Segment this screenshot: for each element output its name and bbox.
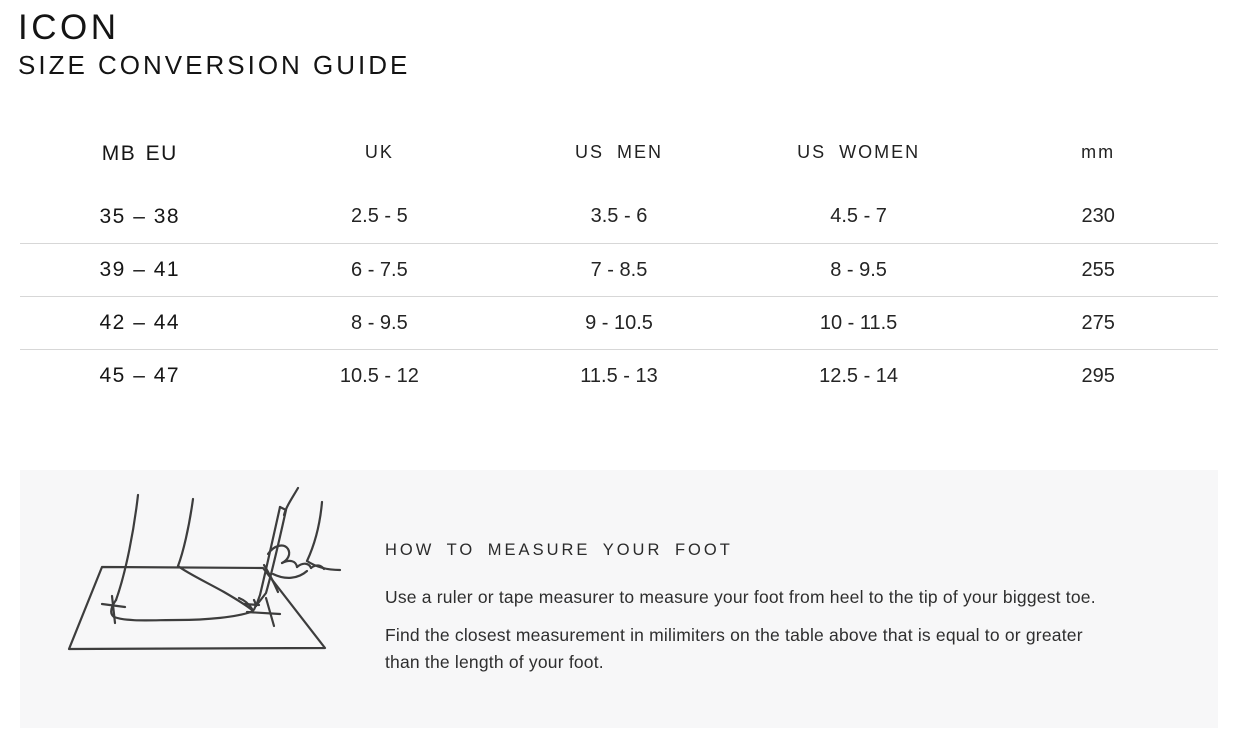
measure-guide-heading: HOW TO MEASURE YOUR FOOT [385, 541, 733, 559]
table-cell: 10.5 - 12 [339, 364, 419, 387]
table-cell: 3.5 - 6 [590, 205, 648, 227]
column-header-mm: mm [1081, 142, 1116, 162]
table-cell: 8 - 9.5 [351, 311, 408, 334]
table-cell: 8 - 9.5 [830, 258, 887, 281]
measure-guide-instruction-2-continued: than the length of your foot. [385, 652, 604, 672]
column-header-uk: UK [364, 142, 394, 162]
table-cell: 11.5 - 13 [580, 364, 658, 387]
table-cell: 12.5 - 14 [819, 364, 899, 387]
table-cell: 6 - 7.5 [351, 258, 408, 281]
table-cell: 39 – 41 [99, 258, 181, 281]
column-header-us-women: US WOMEN [797, 142, 921, 162]
table-cell: 2.5 - 5 [351, 205, 408, 227]
table-cell: 4.5 - 7 [830, 205, 887, 227]
table-row [20, 296, 1218, 349]
table-row [20, 190, 1218, 243]
table-cell: 10 - 11.5 [819, 311, 898, 334]
foot-measurement-icon [40, 470, 370, 690]
table-row [20, 349, 1218, 402]
table-cell: 35 – 38 [99, 204, 181, 228]
table-cell: 7 - 8.5 [590, 258, 648, 281]
table-cell: 255 [1081, 258, 1115, 281]
page-title: ICON [18, 8, 120, 47]
table-cell: 9 - 10.5 [585, 311, 653, 334]
size-table [20, 190, 1218, 402]
column-header-mb-eu: MB EU [101, 142, 178, 165]
table-cell: 45 – 47 [99, 364, 181, 387]
measure-guide-instruction-2: Find the closest measurement in milimiters on the table above that is equal to or greater [385, 625, 1083, 645]
column-header-us-men: US MEN [574, 142, 663, 162]
table-cell: 230 [1081, 205, 1115, 227]
table-cell: 275 [1081, 311, 1115, 334]
table-cell: 295 [1081, 364, 1115, 387]
how-to-measure-panel [20, 470, 1218, 728]
measure-guide-instruction-1: Use a ruler or tape measurer to measure your foot from heel to the tip of your biggest toe. [385, 587, 1096, 607]
table-row [20, 243, 1218, 296]
page-subtitle: SIZE CONVERSION GUIDE [18, 50, 411, 80]
size-table-header [20, 142, 1218, 166]
table-cell: 42 – 44 [99, 311, 181, 334]
